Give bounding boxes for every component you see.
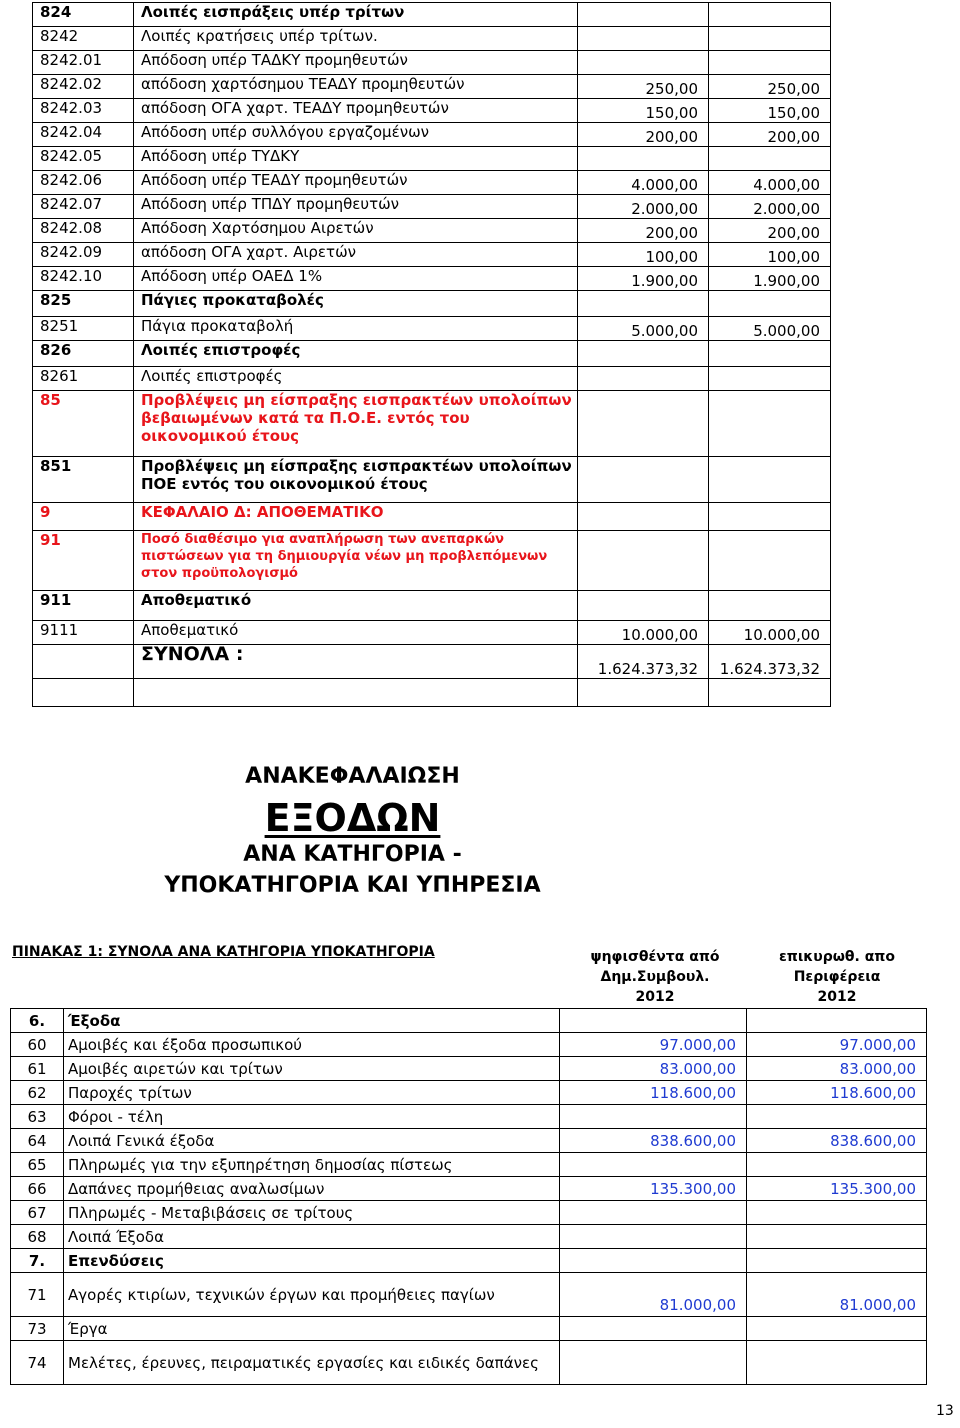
row-label: Απόδοση υπέρ ΤΥΔΚΥ [134, 147, 578, 171]
row-value-voted [578, 531, 709, 591]
row-value-approved: 135.300,00 [747, 1177, 927, 1201]
row-code: 73 [11, 1317, 64, 1341]
row-code: 63 [11, 1105, 64, 1129]
row-value-voted: 200,00 [578, 219, 709, 243]
row-label: ΚΕΦΑΛΑΙΟ Δ: ΑΠΟΘΕΜΑΤΙΚΟ [134, 503, 578, 531]
row-value-voted [578, 457, 709, 503]
row-label: Απόδοση υπέρ ΟΑΕΔ 1% [134, 267, 578, 291]
page-number: 13 [936, 1403, 954, 1419]
row-label: Λοιπές επιστροφές [134, 367, 578, 391]
row-value-voted: 250,00 [578, 75, 709, 99]
column-header-approved-line2: Περιφέρεια [793, 969, 881, 985]
row-value-voted: 1.624.373,32 [578, 645, 709, 679]
row-value-voted [578, 367, 709, 391]
row-label: Πληρωμές για την εξυπηρέτηση δημοσίας πίστεως [64, 1153, 560, 1177]
row-value-voted [578, 51, 709, 75]
row-value-voted [560, 1153, 747, 1177]
row-value-approved [747, 1317, 927, 1341]
row-code: 911 [33, 591, 134, 621]
heading-subcategory-service: ΥΠΟΚΑΤΗΓΟΡΙΑ ΚΑΙ ΥΠΗΡΕΣΙΑ [164, 873, 541, 898]
table-row [11, 1057, 927, 1081]
row-code: 71 [11, 1273, 64, 1317]
table-row [33, 171, 831, 195]
row-code: 825 [33, 291, 134, 317]
table-row [33, 51, 831, 75]
table-row [33, 391, 831, 457]
row-code: 8242.01 [33, 51, 134, 75]
row-value-approved [709, 503, 831, 531]
row-label: Πάγια προκαταβολή [134, 317, 578, 341]
row-code: 824 [33, 3, 134, 27]
row-value-approved [709, 341, 831, 367]
column-header-voted-line1: ψηφισθέντα από [590, 949, 720, 965]
table-row [11, 1033, 927, 1057]
row-value-approved: 4.000,00 [709, 171, 831, 195]
column-header-voted-line2: Δημ.Συμβουλ. [600, 969, 710, 985]
table-row [33, 341, 831, 367]
row-label: Προβλέψεις μη είσπραξης εισπρακτέων υπολοίπων βεβαιωμένων κατά τα Π.Ο.Ε. εντός του οικονομικού έτους [134, 391, 578, 457]
row-value-approved: 100,00 [709, 243, 831, 267]
row-value-voted [560, 1105, 747, 1129]
row-value-voted [560, 1341, 747, 1385]
row-value-approved: 97.000,00 [747, 1033, 927, 1057]
row-value-voted: 4.000,00 [578, 171, 709, 195]
heading-expenses: ΕΞΟΔΩΝ [264, 796, 441, 840]
row-value-approved [709, 27, 831, 51]
heading-summary: ΑΝΑΚΕΦΑΛΑΙΩΣΗ [245, 764, 460, 789]
row-value-voted [578, 27, 709, 51]
row-value-voted: 97.000,00 [560, 1033, 747, 1057]
row-code: 68 [11, 1225, 64, 1249]
row-value-approved [747, 1341, 927, 1385]
row-label: Έργα [64, 1317, 560, 1341]
summary-table-body [11, 1009, 927, 1385]
column-header-approved-line3: 2012 [817, 989, 857, 1005]
row-label [134, 679, 578, 707]
table-row [33, 621, 831, 645]
row-value-voted: 5.000,00 [578, 317, 709, 341]
table-row [33, 123, 831, 147]
row-value-approved [709, 457, 831, 503]
row-code: 8242.07 [33, 195, 134, 219]
column-header-voted-line3: 2012 [635, 989, 675, 1005]
row-label: Πάγιες προκαταβολές [134, 291, 578, 317]
row-value-approved [747, 1009, 927, 1033]
table-row [33, 195, 831, 219]
row-value-approved: 250,00 [709, 75, 831, 99]
row-value-approved [747, 1249, 927, 1273]
row-label: Απόδοση υπέρ ΤΠΔΥ προμηθευτών [134, 195, 578, 219]
row-value-voted [578, 591, 709, 621]
row-label: Αγορές κτιρίων, τεχνικών έργων και προμήθειες παγίων [64, 1273, 560, 1317]
column-header-approved [752, 947, 922, 1007]
table-row [11, 1273, 927, 1317]
row-value-approved [709, 147, 831, 171]
row-label: Ποσό διαθέσιμο για αναπλήρωση των ανεπαρκών πιστώσεων για τη δημιουργία νέων μη προβλεπόμενων στον προϋπολογισμό [134, 531, 578, 591]
row-code: 6. [11, 1009, 64, 1033]
row-value-voted: 81.000,00 [560, 1273, 747, 1317]
column-header-voted [570, 947, 740, 1007]
row-value-voted: 83.000,00 [560, 1057, 747, 1081]
row-value-approved [747, 1201, 927, 1225]
row-value-approved [709, 3, 831, 27]
top-table-body [33, 3, 831, 707]
row-value-voted: 135.300,00 [560, 1177, 747, 1201]
row-value-approved [747, 1225, 927, 1249]
row-label: Πληρωμές - Μεταβιβάσεις σε τρίτους [64, 1201, 560, 1225]
row-value-approved: 5.000,00 [709, 317, 831, 341]
row-code: 8242.08 [33, 219, 134, 243]
row-value-voted [578, 3, 709, 27]
row-code [33, 645, 134, 679]
table-row [33, 679, 831, 707]
row-label: Λοιπές επιστροφές [134, 341, 578, 367]
table-row [11, 1341, 927, 1385]
table-row [33, 317, 831, 341]
table-row [33, 591, 831, 621]
row-value-voted [578, 679, 709, 707]
row-code: 60 [11, 1033, 64, 1057]
row-value-approved: 150,00 [709, 99, 831, 123]
row-label: Λοιπές εισπράξεις υπέρ τρίτων [134, 3, 578, 27]
row-value-voted [560, 1249, 747, 1273]
table-row [11, 1249, 927, 1273]
row-value-voted [578, 147, 709, 171]
row-label: Απόδοση υπέρ ΤΑΔΚΥ προμηθευτών [134, 51, 578, 75]
summary-table [10, 1008, 927, 1385]
row-label: Φόροι - τέλη [64, 1105, 560, 1129]
row-label: Δαπάνες προμήθειας αναλωσίμων [64, 1177, 560, 1201]
row-label: απόδοση χαρτόσημου ΤΕΑΔΥ προμηθευτών [134, 75, 578, 99]
table-row [33, 503, 831, 531]
row-value-voted [560, 1201, 747, 1225]
row-label: Αμοιβές αιρετών και τρίτων [64, 1057, 560, 1081]
row-code: 74 [11, 1341, 64, 1385]
table-row [33, 99, 831, 123]
table-row [33, 3, 831, 27]
row-value-approved: 838.600,00 [747, 1129, 927, 1153]
row-code: 67 [11, 1201, 64, 1225]
row-label: Αμοιβές και έξοδα προσωπικού [64, 1033, 560, 1057]
row-code: 62 [11, 1081, 64, 1105]
table-row [11, 1317, 927, 1341]
row-label: Απόδοση υπέρ ΤΕΑΔΥ προμηθευτών [134, 171, 578, 195]
table-row [11, 1225, 927, 1249]
row-value-voted: 200,00 [578, 123, 709, 147]
row-value-voted: 2.000,00 [578, 195, 709, 219]
table-row [33, 367, 831, 391]
row-code: 61 [11, 1057, 64, 1081]
row-value-approved [747, 1105, 927, 1129]
row-label: απόδοση ΟΓΑ χαρτ. Αιρετών [134, 243, 578, 267]
row-value-approved: 2.000,00 [709, 195, 831, 219]
row-label: Προβλέψεις μη είσπραξης εισπρακτέων υπολοίπων ΠΟΕ εντός του οικονομικού έτους [134, 457, 578, 503]
row-code: 8242.10 [33, 267, 134, 291]
table-1-title: ΠΙΝΑΚΑΣ 1: ΣΥΝΟΛΑ ΑΝΑ ΚΑΤΗΓΟΡΙΑ ΥΠΟΚΑΤΗΓΟΡΙΑ [12, 944, 435, 960]
row-value-voted [560, 1317, 747, 1341]
table-row [33, 27, 831, 51]
row-value-voted [578, 391, 709, 457]
table-row [33, 243, 831, 267]
row-value-voted [578, 503, 709, 531]
row-label: Λοιπά Γενικά έξοδα [64, 1129, 560, 1153]
row-code: 8242.04 [33, 123, 134, 147]
row-code: 9111 [33, 621, 134, 645]
row-value-approved [709, 531, 831, 591]
row-value-approved [709, 367, 831, 391]
row-code: 66 [11, 1177, 64, 1201]
top-budget-table [32, 2, 831, 707]
table-row [33, 291, 831, 317]
row-value-voted: 100,00 [578, 243, 709, 267]
row-value-approved [709, 51, 831, 75]
row-code: 85 [33, 391, 134, 457]
row-value-voted: 118.600,00 [560, 1081, 747, 1105]
row-value-approved: 200,00 [709, 219, 831, 243]
row-value-voted: 10.000,00 [578, 621, 709, 645]
row-value-approved [709, 391, 831, 457]
row-label: Απόδοση Χαρτόσημου Αιρετών [134, 219, 578, 243]
row-code [33, 679, 134, 707]
row-code: 64 [11, 1129, 64, 1153]
row-value-approved: 1.900,00 [709, 267, 831, 291]
row-value-approved: 81.000,00 [747, 1273, 927, 1317]
table-row [33, 645, 831, 679]
table-row [11, 1177, 927, 1201]
row-code: 8261 [33, 367, 134, 391]
row-label: Λοιπές κρατήσεις υπέρ τρίτων. [134, 27, 578, 51]
row-value-approved [709, 591, 831, 621]
row-value-voted [578, 291, 709, 317]
row-value-approved [709, 291, 831, 317]
row-code: 8242.03 [33, 99, 134, 123]
column-header-approved-line1: επικυρωθ. απο [778, 949, 896, 965]
row-value-voted [560, 1009, 747, 1033]
row-code: 7. [11, 1249, 64, 1273]
row-code: 8242.06 [33, 171, 134, 195]
table-row [11, 1081, 927, 1105]
row-value-approved [747, 1153, 927, 1177]
row-code: 65 [11, 1153, 64, 1177]
row-value-approved: 118.600,00 [747, 1081, 927, 1105]
row-value-approved [709, 679, 831, 707]
row-value-approved: 83.000,00 [747, 1057, 927, 1081]
table-row [11, 1201, 927, 1225]
row-code: 9 [33, 503, 134, 531]
row-code: 8242.05 [33, 147, 134, 171]
table-row [33, 457, 831, 503]
row-value-approved: 200,00 [709, 123, 831, 147]
heading-by-category: ΑΝΑ ΚΑΤΗΓΟΡΙΑ - [243, 842, 462, 867]
row-label: Επενδύσεις [64, 1249, 560, 1273]
row-value-voted [578, 341, 709, 367]
table-row [33, 219, 831, 243]
row-label: ΣΥΝΟΛΑ : [134, 645, 578, 679]
row-value-approved: 10.000,00 [709, 621, 831, 645]
row-value-approved: 1.624.373,32 [709, 645, 831, 679]
row-label: Αποθεματικό [134, 591, 578, 621]
row-code: 8242.09 [33, 243, 134, 267]
table-row [11, 1129, 927, 1153]
table-row [33, 267, 831, 291]
table-row [11, 1153, 927, 1177]
row-label: Παροχές τρίτων [64, 1081, 560, 1105]
table-row [33, 147, 831, 171]
row-code: 851 [33, 457, 134, 503]
table-row [11, 1105, 927, 1129]
row-value-voted: 838.600,00 [560, 1129, 747, 1153]
row-label: Απόδοση υπέρ συλλόγου εργαζομένων [134, 123, 578, 147]
row-code: 91 [33, 531, 134, 591]
row-value-voted: 1.900,00 [578, 267, 709, 291]
row-value-voted: 150,00 [578, 99, 709, 123]
row-label: Αποθεματικό [134, 621, 578, 645]
row-code: 8251 [33, 317, 134, 341]
row-code: 8242.02 [33, 75, 134, 99]
row-label: απόδοση ΟΓΑ χαρτ. ΤΕΑΔΥ προμηθευτών [134, 99, 578, 123]
row-label: Λοιπά Έξοδα [64, 1225, 560, 1249]
table-row [33, 531, 831, 591]
row-value-voted [560, 1225, 747, 1249]
row-code: 826 [33, 341, 134, 367]
row-label: Έξοδα [64, 1009, 560, 1033]
row-code: 8242 [33, 27, 134, 51]
table-row [11, 1009, 927, 1033]
row-label: Μελέτες, έρευνες, πειραματικές εργασίες και ειδικές δαπάνες [64, 1341, 560, 1385]
table-row [33, 75, 831, 99]
